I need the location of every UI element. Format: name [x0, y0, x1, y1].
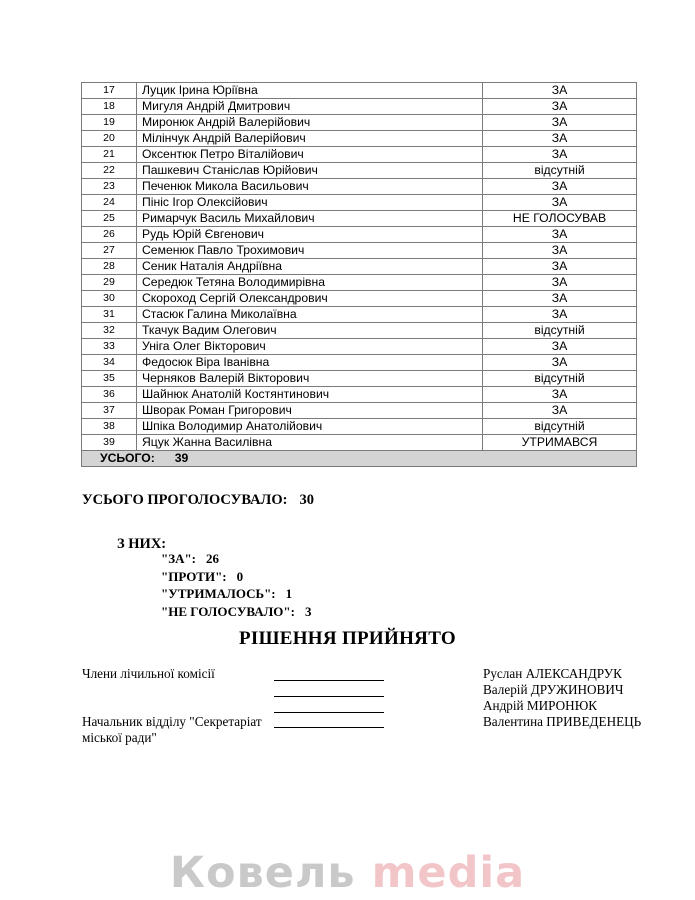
- total-value: 39: [174, 451, 189, 465]
- table-row: [82, 323, 637, 339]
- table-row: [82, 435, 637, 451]
- table-row: [82, 307, 637, 323]
- deputy-name: Черняков Валерій Вікторович: [137, 371, 483, 387]
- deputy-name: Яцук Жанна Василівна: [137, 435, 483, 451]
- row-number: 19: [82, 115, 137, 131]
- breakdown-item: [161, 550, 311, 568]
- row-number: 26: [82, 227, 137, 243]
- deputy-name: Сеник Наталія Андріївна: [137, 259, 483, 275]
- vote-rows: [82, 83, 637, 451]
- vote-result: ЗА: [483, 339, 637, 355]
- deputy-name: Пашкевич Станіслав Юрійович: [137, 163, 483, 179]
- vote-result: НЕ ГОЛОСУВАВ: [483, 211, 637, 227]
- vote-result: ЗА: [483, 99, 637, 115]
- deputy-name: Шворак Роман Григорович: [137, 403, 483, 419]
- row-number: 20: [82, 131, 137, 147]
- breakdown-count: 0: [236, 568, 244, 584]
- vote-result: ЗА: [483, 115, 637, 131]
- deputy-name: Середюк Тетяна Володимирівна: [137, 275, 483, 291]
- breakdown-count: 1: [285, 586, 293, 601]
- deputy-name: Пініс Ігор Олексійович: [137, 195, 483, 211]
- vote-breakdown: [161, 550, 311, 620]
- row-number: 39: [82, 435, 137, 451]
- deputy-name: Оксентюк Петро Віталійович: [137, 147, 483, 163]
- watermark-logo: [0, 848, 695, 898]
- breakdown-label: "ПРОТИ":: [161, 568, 227, 584]
- row-number: 21: [82, 147, 137, 163]
- total-label: УСЬОГО:: [100, 451, 155, 465]
- row-number: 35: [82, 371, 137, 387]
- row-number: 29: [82, 275, 137, 291]
- row-number: 25: [82, 211, 137, 227]
- vote-result: ЗА: [483, 227, 637, 243]
- deputy-name: Мигуля Андрій Дмитрович: [137, 99, 483, 115]
- deputy-name: Римарчук Василь Михайлович: [137, 211, 483, 227]
- breakdown-item: [161, 585, 311, 603]
- vote-result: ЗА: [483, 243, 637, 259]
- breakdown-item: [161, 568, 311, 586]
- table-row: [82, 83, 637, 99]
- table-row: [82, 163, 637, 179]
- row-number: 28: [82, 259, 137, 275]
- signatory-name: Руслан АЛЕКСАНДРУК: [483, 666, 622, 681]
- vote-result: ЗА: [483, 259, 637, 275]
- vote-result: ЗА: [483, 275, 637, 291]
- table-row: [82, 339, 637, 355]
- table-row: [82, 243, 637, 259]
- deputy-name: Уніга Олег Вікторович: [137, 339, 483, 355]
- deputy-name: Скороход Сергій Олександрович: [137, 291, 483, 307]
- signatory-name: Андрій МИРОНЮК: [483, 698, 598, 713]
- vote-result: відсутній: [483, 371, 637, 387]
- voted-total-label: УСЬОГО ПРОГОЛОСУВАЛО:: [82, 492, 288, 508]
- table-row: [82, 419, 637, 435]
- vote-result: ЗА: [483, 147, 637, 163]
- table-row: [82, 131, 637, 147]
- deputy-name: Шпіка Володимир Анатолійович: [137, 419, 483, 435]
- row-number: 33: [82, 339, 137, 355]
- breakdown-label: "ЗА":: [161, 551, 197, 566]
- breakdown-count: 26: [206, 551, 220, 566]
- decision-heading: РІШЕННЯ ПРИЙНЯТО: [238, 628, 456, 649]
- row-number: 22: [82, 163, 137, 179]
- table-row: [82, 259, 637, 275]
- table-row: [82, 371, 637, 387]
- signatory-name: Валентина ПРИВЕДЕНЕЦЬ: [483, 714, 642, 729]
- table-row: [82, 291, 637, 307]
- vote-result: ЗА: [483, 179, 637, 195]
- signature-line: [274, 680, 384, 681]
- signature-line: [274, 712, 384, 713]
- vote-result: ЗА: [483, 355, 637, 371]
- table-total-row: [82, 451, 637, 467]
- table-row: [82, 355, 637, 371]
- vote-result: відсутній: [483, 419, 637, 435]
- table-row: [82, 147, 637, 163]
- signatory-name: Валерій ДРУЖИНОВИЧ: [483, 682, 624, 697]
- vote-result: ЗА: [483, 83, 637, 99]
- watermark-part1: Ковель: [169, 848, 356, 898]
- vote-result: ЗА: [483, 403, 637, 419]
- row-number: 24: [82, 195, 137, 211]
- table-row: [82, 115, 637, 131]
- row-number: 36: [82, 387, 137, 403]
- deputy-name: Шайнюк Анатолій Костянтинович: [137, 387, 483, 403]
- table-row: [82, 403, 637, 419]
- breakdown-label: "УТРИМАЛОСЬ":: [161, 586, 276, 601]
- commission-label: Члени лічильної комісії: [82, 666, 215, 681]
- row-number: 27: [82, 243, 137, 259]
- signature-line: [274, 727, 384, 728]
- signature-line: [274, 696, 384, 697]
- deputy-name: Печенюк Микола Васильович: [137, 179, 483, 195]
- row-number: 31: [82, 307, 137, 323]
- table-row: [82, 179, 637, 195]
- deputy-name: Ткачук Вадим Олегович: [137, 323, 483, 339]
- watermark-part2: media: [371, 848, 526, 898]
- vote-result: ЗА: [483, 307, 637, 323]
- table-row: [82, 275, 637, 291]
- deputy-name: Мілінчук Андрій Валерійович: [137, 131, 483, 147]
- deputy-name: Семенюк Павло Трохимович: [137, 243, 483, 259]
- deputy-name: Федосюк Віра Іванівна: [137, 355, 483, 371]
- row-number: 30: [82, 291, 137, 307]
- of-them-label: З НИХ:: [117, 536, 167, 552]
- table-row: [82, 195, 637, 211]
- vote-result: ЗА: [483, 387, 637, 403]
- total-cell: [82, 451, 637, 467]
- breakdown-item: [161, 603, 311, 621]
- vote-result: ЗА: [483, 195, 637, 211]
- table-row: [82, 211, 637, 227]
- row-number: 32: [82, 323, 137, 339]
- row-number: 34: [82, 355, 137, 371]
- row-number: 18: [82, 99, 137, 115]
- voted-total: [82, 492, 314, 509]
- vote-result: ЗА: [483, 291, 637, 307]
- vote-result: ЗА: [483, 131, 637, 147]
- deputy-name: Луцик Ірина Юріївна: [137, 83, 483, 99]
- row-number: 38: [82, 419, 137, 435]
- table-row: [82, 99, 637, 115]
- row-number: 23: [82, 179, 137, 195]
- vote-results-table: [81, 82, 637, 467]
- deputy-name: Рудь Юрій Євгенович: [137, 227, 483, 243]
- table-row: [82, 227, 637, 243]
- vote-result: відсутній: [483, 163, 637, 179]
- department-head-label-line1: Начальник відділу "Секретаріат: [82, 714, 262, 729]
- breakdown-count: 3: [304, 603, 312, 619]
- deputy-name: Стасюк Галина Миколаївна: [137, 307, 483, 323]
- row-number: 37: [82, 403, 137, 419]
- vote-result: відсутній: [483, 323, 637, 339]
- department-head-label-line2: міської ради": [82, 730, 157, 745]
- table-row: [82, 387, 637, 403]
- vote-result: УТРИМАВСЯ: [483, 435, 637, 451]
- voted-total-value: 30: [299, 492, 314, 508]
- department-head-label: [82, 714, 262, 746]
- breakdown-label: "НЕ ГОЛОСУВАЛО":: [161, 603, 295, 619]
- deputy-name: Миронюк Андрій Валерійович: [137, 115, 483, 131]
- row-number: 17: [82, 83, 137, 99]
